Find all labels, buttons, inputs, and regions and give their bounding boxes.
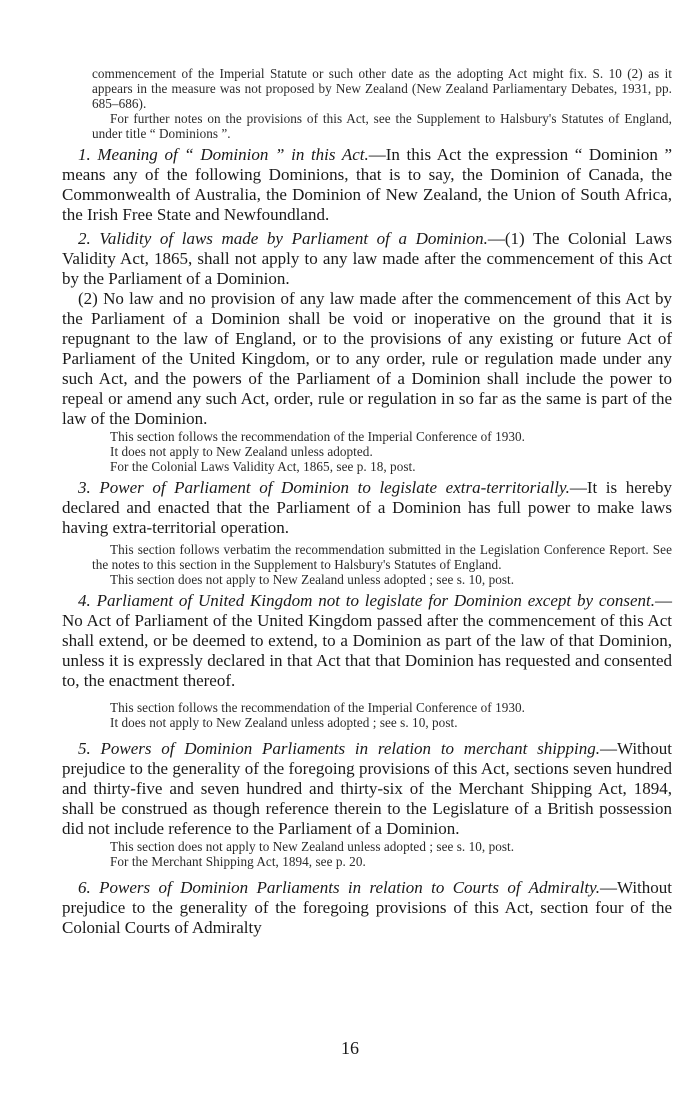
section-heading: 2. Validity of laws made by Parliament of a Dominion.: [78, 229, 488, 248]
intro-note: commencement of the Imperial Statute or such other date as the adopting Act might fix. S. 10 (2) as it appears in the measure was not proposed by New Zealand (New Zealand Parliamentary Debates, 1931, pp. 685–686).: [92, 66, 672, 111]
page-number: 16: [341, 1038, 359, 1058]
section-note: It does not apply to New Zealand unless adopted ; see s. 10, post.: [110, 715, 458, 730]
statute-page: [62, 66, 672, 938]
section-note: This section does not apply to New Zealand unless adopted ; see s. 10, post.: [110, 839, 515, 854]
section-heading: 3. Power of Parliament of Dominion to legislate extra-territorially.: [78, 478, 570, 497]
intro-note: For further notes on the provisions of this Act, see the Supplement to Halsbury's Statutes of England, under title “ Dominions ”.: [92, 111, 672, 141]
section-heading: 4. Parliament of United Kingdom not to legislate for Dominion except by consent.: [78, 591, 655, 610]
section-heading: 6. Powers of Dominion Parliaments in relation to Courts of Admiralty.: [78, 878, 600, 897]
section-text: —Without prejudice to the generality of the foregoing provisions of this Act, sections seven hundred and thirty-five and seven hundred and thirty-six of the Merchant Shipping Act, 1894, shall be construed as though reference therein to the Legislature of a British possession did not include reference to the Parliament of a Dominion.: [62, 739, 672, 838]
section-text: —No Act of Parliament of the United Kingdom passed after the commencement of this Act shall extend, or be deemed to extend, to a Dominion as part of the law of that Dominion, unless it is expressly declared in that Act that that Dominion has requested and consented to, the enactment thereof.: [62, 591, 672, 690]
section-heading: 5. Powers of Dominion Parliaments in relation to merchant shipping.: [78, 739, 600, 758]
section-note: This section follows the recommendation of the Imperial Conference of 1930.: [110, 429, 526, 444]
section-text: —It is hereby declared and enacted that the Parliament of a Dominion has full power to make laws having extra-territorial operation.: [62, 478, 672, 537]
section-2-subsection: (2) No law and no provision of any law made after the commencement of this Act by the Parliament of a Dominion shall be void or inoperative on the ground that it is repugnant to the law of England, or to the provisions of any existing or future Act of Parliament of the United Kingdom, or to any order, rule or regulation made under any such Act, and the powers of the Parliament of a Dominion shall include the power to repeal or amend any such Act, order, rule or regulation in so far as the same is part of the law of the Dominion.: [62, 289, 672, 428]
section-4: [62, 591, 672, 691]
section-note: This section follows verbatim the recommendation submitted in the Legislation Conference Report. See the notes to this section in the Supplement to Halsbury's Statutes of England.: [92, 542, 672, 572]
section-note: For the Colonial Laws Validity Act, 1865, see p. 18, post.: [110, 459, 416, 474]
section-2: [62, 229, 672, 289]
section-text: —In this Act the expression “ Dominion ” means any of the following Dominions, that is to say, the Dominion of Canada, the Commonwealth of Australia, the Dominion of New Zealand, the Union of South Africa, the Irish Free State and Newfoundland.: [62, 145, 673, 224]
section-note: This section does not apply to New Zealand unless adopted ; see s. 10, post.: [110, 572, 515, 587]
section-6: [62, 878, 672, 938]
section-note: This section follows the recommendation of the Imperial Conference of 1930.: [110, 700, 526, 715]
section-heading: 1. Meaning of “ Dominion ” in this Act.: [78, 145, 369, 164]
section-3: [62, 478, 672, 538]
section-note: It does not apply to New Zealand unless adopted.: [110, 444, 373, 459]
section-1: [62, 145, 672, 225]
section-5: [62, 739, 672, 839]
section-note: For the Merchant Shipping Act, 1894, see p. 20.: [110, 854, 366, 869]
section-text: —(1) The Colonial Laws Validity Act, 1865, shall not apply to any law made after the commencement of this Act by the Parliament of a Dominion.: [62, 229, 672, 288]
section-text: —Without prejudice to the generality of the foregoing provisions of this Act, section four of the Colonial Courts of Admiralty: [62, 878, 672, 937]
